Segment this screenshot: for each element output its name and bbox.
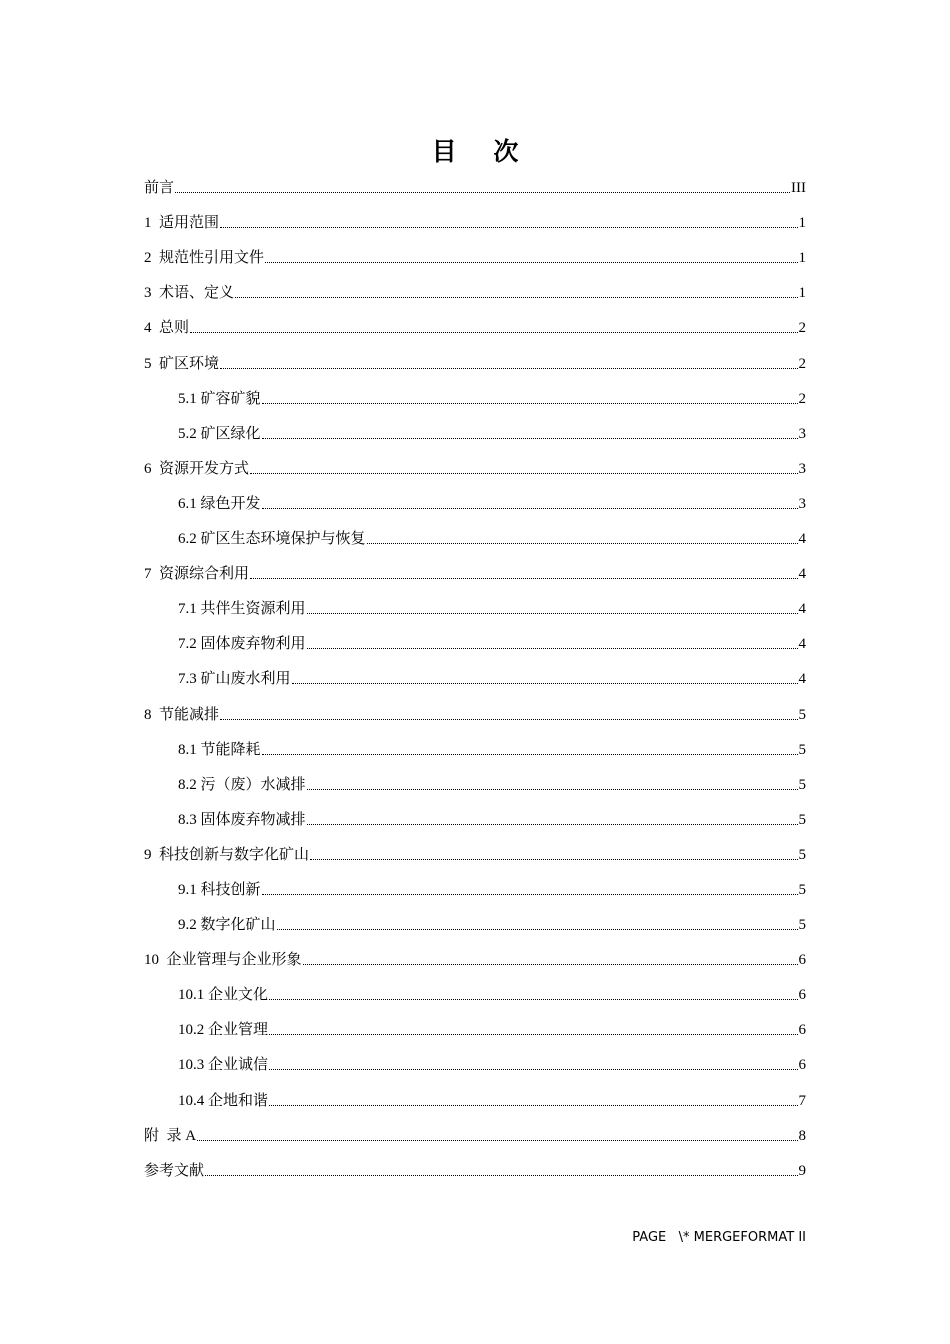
toc-entry[interactable] [144,240,806,275]
toc-dot-leader [220,226,797,228]
toc-dot-leader [190,331,797,333]
toc-entry-page-number: 6 [798,1022,806,1039]
toc-entry-label: 10.4 企地和谐 [178,1092,269,1109]
toc-entry-page-number: 5 [798,917,806,934]
toc-entry-page-number: 5 [798,741,806,758]
toc-entry[interactable] [144,802,806,837]
toc-dot-leader [269,1104,797,1106]
toc-entry-label: 8.3 固体废弃物减排 [178,811,306,828]
toc-entry-page-number: 5 [798,706,806,723]
toc-entry[interactable] [144,486,806,521]
toc-entry-page-number: 5 [798,811,806,828]
toc-entry-page-number: 4 [798,636,806,653]
toc-entry-page-number: 4 [798,566,806,583]
toc-title: 目 次 [431,137,533,166]
toc-dot-leader [262,753,798,755]
toc-entry[interactable] [144,451,806,486]
toc-dot-leader [367,542,798,544]
toc-entry-label: 8 节能减排 [144,706,220,723]
toc-entry[interactable] [144,1012,806,1047]
toc-entry-page-number: 5 [798,881,806,898]
toc-dot-leader [262,507,798,509]
toc-dot-leader [205,1174,797,1176]
toc-entry-label: 10 企业管理与企业形象 [144,952,302,969]
toc-entry-label: 7.3 矿山废水利用 [178,671,291,688]
toc-dot-leader [220,718,797,720]
toc-entry[interactable] [144,767,806,802]
table-of-contents [144,170,806,1188]
toc-entry-page-number: 4 [798,671,806,688]
toc-entry[interactable] [144,416,806,451]
toc-entry-page-number: 3 [798,495,806,512]
toc-dot-leader [262,893,798,895]
toc-entry-page-number: 2 [798,320,806,337]
toc-dot-leader [220,367,797,369]
toc-entry-page-number: 6 [798,987,806,1004]
toc-entry-page-number: 1 [798,285,806,302]
toc-entry[interactable] [144,907,806,942]
toc-dot-leader [292,682,798,684]
toc-entry-page-number: 1 [798,215,806,232]
toc-entry[interactable] [144,345,806,380]
toc-dot-leader [197,1139,797,1141]
toc-entry[interactable] [144,275,806,310]
toc-entry[interactable] [144,205,806,240]
toc-dot-leader [307,612,798,614]
toc-entry[interactable] [144,381,806,416]
toc-entry-page-number: III [791,180,806,197]
toc-entry-page-number: 4 [798,531,806,548]
toc-dot-leader [307,647,798,649]
toc-entry-label: 3 术语、定义 [144,285,235,302]
toc-dot-leader [262,402,798,404]
toc-dot-leader [250,577,797,579]
toc-entry[interactable] [144,696,806,731]
toc-entry-page-number: 6 [798,1057,806,1074]
toc-entry-page-number: 2 [798,355,806,372]
toc-dot-leader [250,472,797,474]
toc-entry[interactable] [144,1082,806,1117]
toc-dot-leader [310,858,797,860]
toc-entry-page-number: 4 [798,601,806,618]
toc-dot-leader [269,1068,797,1070]
toc-dot-leader [307,788,798,790]
toc-dot-leader [175,191,790,193]
toc-entry-label: 10.1 企业文化 [178,987,269,1004]
toc-entry-label: 6 资源开发方式 [144,460,250,477]
toc-entry[interactable] [144,942,806,977]
toc-dot-leader [269,998,797,1000]
toc-entry-page-number: 7 [798,1092,806,1109]
toc-entry-label: 5.2 矿区绿化 [178,425,261,442]
toc-entry-label: 10.2 企业管理 [178,1022,269,1039]
toc-dot-leader [269,1033,797,1035]
toc-entry-label: 前言 [144,180,175,197]
toc-entry-label: 9.1 科技创新 [178,881,261,898]
toc-entry[interactable] [144,556,806,591]
toc-entry-label: 7 资源综合利用 [144,566,250,583]
toc-entry-page-number: 2 [798,390,806,407]
toc-entry-page-number: 5 [798,846,806,863]
toc-entry-label: 1 适用范围 [144,215,220,232]
toc-entry[interactable] [144,1118,806,1153]
toc-entry[interactable] [144,310,806,345]
toc-entry[interactable] [144,521,806,556]
toc-entry[interactable] [144,872,806,907]
toc-entry-label: 6.2 矿区生态环境保护与恢复 [178,531,366,548]
toc-entry-page-number: 3 [798,460,806,477]
toc-entry-label: 10.3 企业诚信 [178,1057,269,1074]
toc-dot-leader [303,963,798,965]
toc-entry-label: 9 科技创新与数字化矿山 [144,846,310,863]
toc-entry-label: 附 录 A [144,1127,197,1144]
toc-entry-page-number: 3 [798,425,806,442]
toc-entry[interactable] [144,170,806,205]
toc-entry-label: 8.2 污（废）水减排 [178,776,306,793]
page-footer: PAGE \* MERGEFORMAT II [632,1230,806,1245]
toc-entry-label: 7.2 固体废弃物利用 [178,636,306,653]
toc-entry-label: 5.1 矿容矿貌 [178,390,261,407]
toc-entry[interactable] [144,1153,806,1188]
toc-entry-label: 2 规范性引用文件 [144,250,265,267]
toc-entry[interactable] [144,837,806,872]
toc-entry-label: 4 总则 [144,320,190,337]
toc-entry[interactable] [144,732,806,767]
toc-dot-leader [277,928,798,930]
toc-entry[interactable] [144,977,806,1012]
toc-dot-leader [262,437,798,439]
toc-entry-page-number: 1 [798,250,806,267]
toc-dot-leader [265,261,797,263]
toc-entry-page-number: 9 [798,1162,806,1179]
toc-entry[interactable] [144,1047,806,1082]
toc-entry-label: 9.2 数字化矿山 [178,917,276,934]
toc-entry[interactable] [144,626,806,661]
toc-dot-leader [235,296,797,298]
toc-entry[interactable] [144,591,806,626]
toc-entry-label: 7.1 共伴生资源利用 [178,601,306,618]
toc-entry-label: 6.1 绿色开发 [178,495,261,512]
toc-entry-page-number: 5 [798,776,806,793]
toc-entry-label: 8.1 节能降耗 [178,741,261,758]
toc-entry-page-number: 6 [798,952,806,969]
toc-entry[interactable] [144,661,806,696]
toc-entry-label: 参考文献 [144,1162,205,1179]
toc-entry-label: 5 矿区环境 [144,355,220,372]
toc-entry-page-number: 8 [798,1127,806,1144]
toc-dot-leader [307,823,798,825]
